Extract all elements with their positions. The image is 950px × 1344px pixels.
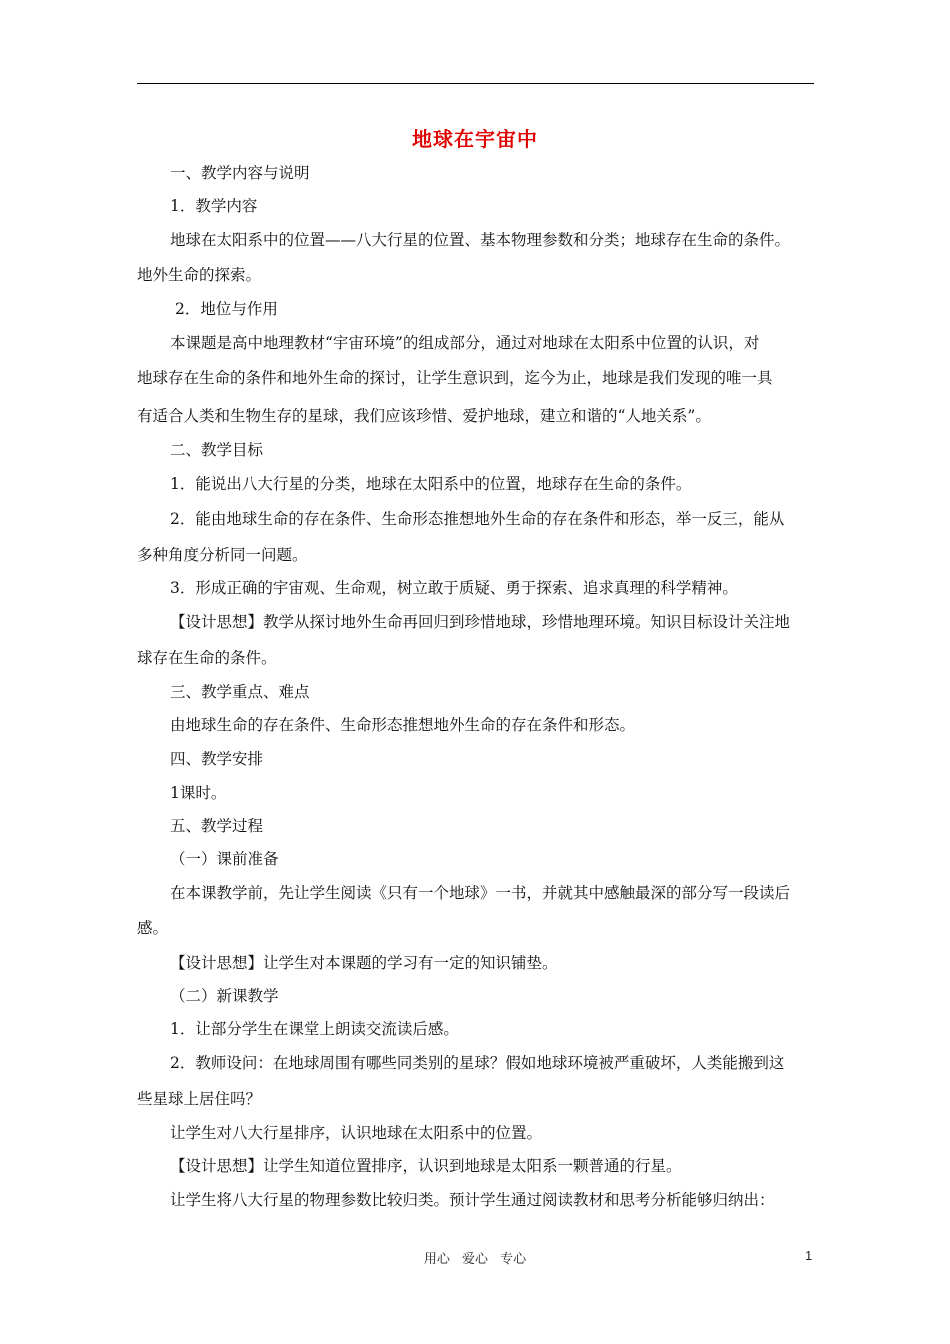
list-item: 1．能说出八大行星的分类，地球在太阳系中的位置，地球存在生命的条件。	[170, 475, 692, 493]
document-title: 地球在宇宙中	[412, 127, 538, 151]
paragraph-line: 1课时。	[170, 784, 227, 802]
paragraph-line: 地球在太阳系中的位置——八大行星的位置、基本物理参数和分类；地球存在生命的条件。	[170, 231, 791, 249]
subsection-heading: 1．教学内容	[170, 197, 258, 215]
paragraph-line: 感。	[137, 919, 169, 937]
list-item: 2．教师设问：在地球周围有哪些同类别的星球？假如地球环境被严重破坏，人类能搬到这	[170, 1054, 785, 1072]
subsection-heading: （二）新课教学	[170, 987, 279, 1005]
list-item: 2．能由地球生命的存在条件、生命形态推想地外生命的存在条件和形态，举一反三，能从	[170, 510, 785, 528]
design-note: 【设计思想】教学从探讨地外生命再回归到珍惜地球，珍惜地理环境。知识目标设计关注地	[170, 613, 791, 631]
subsection-heading: （一）课前准备	[170, 850, 279, 868]
paragraph-line: 让学生将八大行星的物理参数比较归类。预计学生通过阅读教材和思考分析能够归纳出：	[170, 1191, 775, 1209]
paragraph-line: 由地球生命的存在条件、生命形态推想地外生命的存在条件和形态。	[170, 716, 636, 734]
footer-motto: 用心 爱心 专心	[423, 1252, 527, 1267]
paragraph-line: 些星球上居住吗？	[137, 1090, 262, 1108]
design-note: 【设计思想】让学生对本课题的学习有一定的知识铺垫。	[170, 954, 558, 972]
header-rule	[137, 83, 814, 84]
list-item: 1．让部分学生在课堂上朗读交流读后感。	[170, 1020, 459, 1038]
paragraph-line: 球存在生命的条件。	[137, 649, 277, 667]
paragraph-line: 有适合人类和生物生存的星球，我们应该珍惜、爱护地球，建立和谐的“人地关系”。	[137, 407, 711, 425]
section-heading: 三、教学重点、难点	[170, 683, 310, 701]
paragraph-line: 本课题是高中地理教材“宇宙环境”的组成部分，通过对地球在太阳系中位置的认识，对	[170, 334, 760, 352]
paragraph-line: 地球存在生命的条件和地外生命的探讨，让学生意识到，迄今为止，地球是我们发现的唯一具	[137, 369, 773, 387]
design-note: 【设计思想】让学生知道位置排序，认识到地球是太阳系一颗普通的行星。	[170, 1157, 682, 1175]
paragraph-line: 让学生对八大行星排序，认识地球在太阳系中的位置。	[170, 1124, 543, 1142]
page-number: 1	[805, 1248, 813, 1263]
list-item: 3．形成正确的宇宙观、生命观，树立敢于质疑、勇于探索、追求真理的科学精神。	[170, 579, 738, 597]
paragraph-line: 在本课教学前，先让学生阅读《只有一个地球》一书，并就其中感触最深的部分写一段读后	[170, 884, 791, 902]
section-heading: 四、教学安排	[170, 750, 264, 768]
section-heading: 一、教学内容与说明	[170, 164, 310, 182]
subsection-heading: 2．地位与作用	[175, 300, 278, 318]
paragraph-line: 多种角度分析同一问题。	[137, 546, 308, 564]
section-heading: 二、教学目标	[170, 441, 264, 459]
section-heading: 五、教学过程	[170, 817, 264, 835]
paragraph-line: 地外生命的探索。	[137, 266, 262, 284]
